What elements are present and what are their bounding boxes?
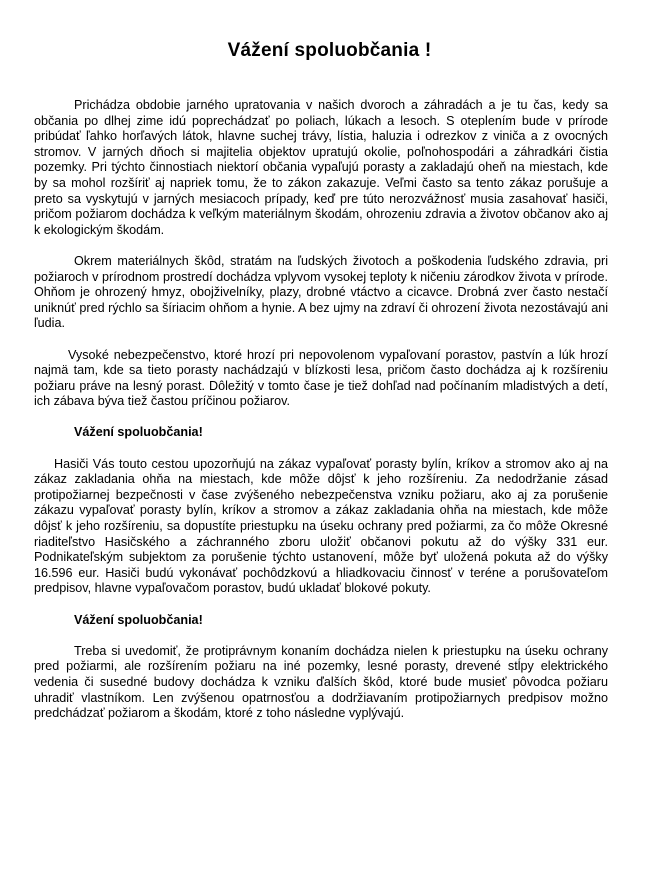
document-body [34,98,608,722]
paragraph-high-danger: Vysoké nebezpečenstvo, ktoré hrozí pri nepovolenom vypaľovaní porastov, pastvín a lúk hrozí najmä tam, kde sa tieto porasty nachádzajú v blízkosti lesa, pričom často dochádza aj k rozšíreniu požiaru práve na lesný porast. Dôležitý v tomto čase je tiež dohľad nad počínaním mladistvých a detí, ich zábava býva tiež častou príčinou požiarov. [34,347,608,409]
paragraph-spring-cleaning: Prichádza obdobie jarného upratovania v našich dvoroch a záhradách a je tu čas, kedy sa občania po dlhej zime idú poprechádzať po poliach, lúkach a lesoch. S oteplením bude v prírode pribúdať ľahko horľavých látok, hlavne suchej trávy, lístia, haluzia i odrezkov z viniča a z ovocných stromov. V jarných dňoch si majitelia objektov upratujú okolie, poľnohospodári a záhradkári čistia pozemky. Pri týchto činnostiach niektorí občania vypaľujú porasty a zakladajú oheň na miestach, kde by sa mohol rozšíriť aj napriek tomu, že to zákon zakazuje. Veľmi často sa tento zákaz porušuje a preto sa vyskytujú v jarných mesiacoch prípady, keď pre túto nerozvážnosť musia zasahovať hasiči, pričom požiarom dochádza k veľkým materiálnym škodám, ohrozeniu zdravia a životov občanov ako aj k ekologickým škodám. [34,98,608,237]
greeting-heading: Vážení spoluobčania! [74,425,203,440]
paragraph-firefighters-warning: Hasiči Vás touto cestou upozorňujú na zákaz vypaľovať porasty bylín, kríkov a stromov ako aj na zákaz zakladania ohňa na miestach, kde môže dôjsť k jeho rozšíreniu. Za nedodržanie zásad protipožiarnej bezpečnosti v čase zvýšeného nebezpečenstva vzniku požiaru, ako aj za porušenie zákazu vypaľovať porasty bylín, kríkov a stromov a zákaz zakladania ohňa na miestach, kde môže dôjsť k jeho rozšíreniu, sa dopustíte priestupku na úseku ochrany pred požiarmi, za čo môže Okresné riaditeľstvo Hasičského a záchranného zboru uložiť občanovi pokutu až do výšky 331 eur. Podnikateľským subjektom za porušenie týchto ustanovení, môže byť uložená pokuta až do výšky 16.596 eur. Hasiči budú vykonávať pochôdzkovú a hliadkovaciu činnosť v teréne a porušovateľom predpisov, hlavne vypaľovačom porastov, budú ukladať blokové pokuty. [34,456,608,596]
paragraph-material-damage: Okrem materiálnych škôd, stratám na ľudských životoch a poškodenia ľudského zdravia, pri požiaroch v prírodnom prostredí dochádza vplyvom vysokej teploty k ničeniu zárodkov života v prírode. Ohňom je ohrozený hmyz, obojživelníky, plazy, drobné vtáctvo a cicavce. Drobná zver často nestačí uniknúť pred rýchlo sa šíriacim ohňom a hynie. A bez ujmy na zdraví či ohrození života nezostávajú ani ľudia. [34,253,608,331]
paragraph-illegal-conduct: Treba si uvedomiť, že protiprávnym konaním dochádza nielen k priestupku na úseku ochrany pred požiarmi, ale rozšírením požiaru na iné pozemky, lesné porasty, drevené stĺpy elektrického vedenia či susedné budovy dochádza k vzniku ďalších škôd, ktoré bude musieť pôvodca požiaru uhradiť vlastníkom. Len zvýšenou opatrnosťou a dodržiavaním protipožiarnych predpisov možno predchádzať požiarom a škodám, ktoré z toho následne vyplývajú. [34,643,608,721]
document-title: Vážení spoluobčania ! [227,40,432,61]
greeting-heading: Vážení spoluobčania! [74,612,203,627]
